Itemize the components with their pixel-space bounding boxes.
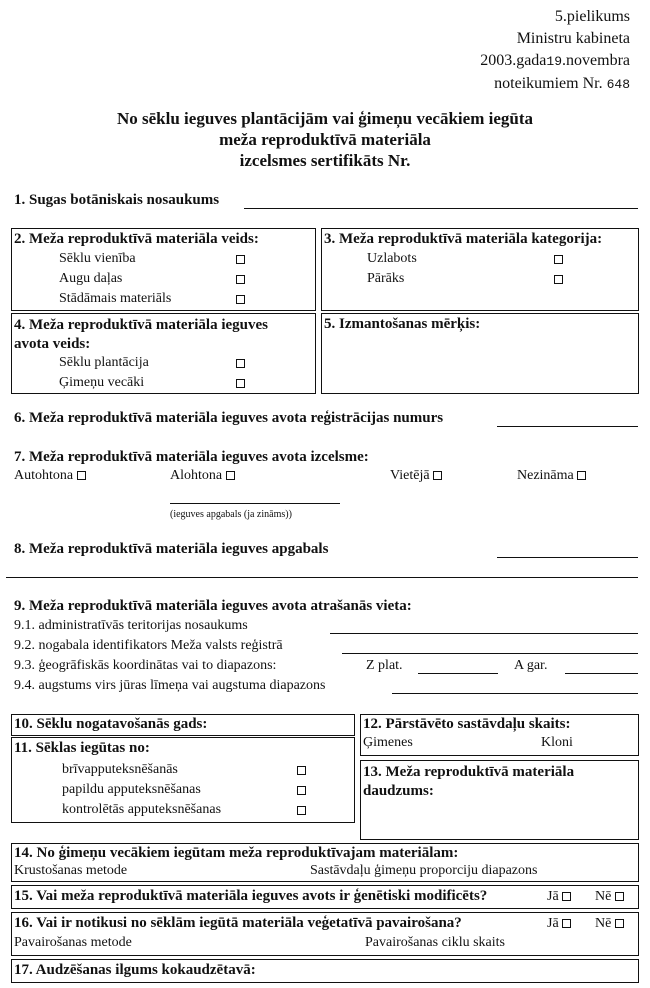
s13-box[interactable] bbox=[360, 760, 639, 840]
s8-label: 8. Meža reproduktīvā materiāla ieguves apgabals bbox=[14, 541, 329, 557]
annex-header bbox=[480, 6, 630, 96]
s9-l4: 9.4. augstums virs jūras līmeņa vai augstuma diapazons bbox=[14, 678, 326, 693]
s4-title: 4. Meža reproduktīvā materiāla ieguves avota veids: bbox=[14, 317, 268, 352]
s9-l3: 9.3. ģeogrāfiskās koordinātas vai to diapazons: bbox=[14, 658, 277, 673]
s8-field[interactable] bbox=[497, 557, 638, 558]
s6-label: 6. Meža reproduktīvā materiāla ieguves avota reģistrācijas numurs bbox=[14, 410, 444, 426]
s9-title: 9. Meža reproduktīvā materiāla ieguves avota atrašanās vieta: bbox=[14, 598, 412, 614]
s9-l4-field[interactable] bbox=[392, 693, 638, 694]
s7-region-field[interactable] bbox=[170, 503, 340, 504]
s4-item: Sēklu plantācija bbox=[59, 355, 149, 370]
s10-title: 10. Sēklu nogatavošanās gads: bbox=[14, 716, 208, 732]
header-line3: 2003.gada19.novembra bbox=[480, 52, 630, 69]
s2-box bbox=[11, 228, 316, 311]
s11-box bbox=[11, 737, 355, 823]
checkbox[interactable] bbox=[297, 786, 306, 795]
s17-box[interactable] bbox=[11, 959, 639, 983]
s11-item: kontrolētās apputeksnēšanas bbox=[62, 802, 222, 817]
header-line4: noteikumiem Nr. 648 bbox=[494, 75, 630, 92]
s9-l1: 9.1. administratīvās teritorijas nosaukums bbox=[14, 618, 248, 633]
s9-lat: Z plat. bbox=[366, 658, 403, 673]
s8-full-line[interactable] bbox=[6, 577, 638, 578]
checkbox bbox=[577, 471, 586, 480]
s2-item: Augu daļas bbox=[59, 271, 123, 286]
s4-item: Ģimeņu vecāki bbox=[59, 375, 145, 390]
checkbox[interactable] bbox=[236, 295, 245, 304]
s16-title: 16. Vai ir notikusi no sēklām iegūtā materiāla veģetatīvā pavairošana? bbox=[14, 915, 462, 931]
s9-l2-field[interactable] bbox=[342, 653, 638, 654]
s15-yes[interactable]: Jā bbox=[547, 889, 571, 905]
s9-l1-field[interactable] bbox=[330, 633, 638, 634]
s12-families: Ģimenes bbox=[363, 735, 413, 750]
s15-box bbox=[11, 885, 639, 909]
checkbox bbox=[562, 919, 571, 928]
s16-method: Pavairošanas metode bbox=[14, 935, 132, 950]
checkbox bbox=[615, 919, 624, 928]
opt-autohtona[interactable]: Autohtona bbox=[14, 468, 86, 484]
header-line1: 5.pielikums bbox=[554, 8, 630, 25]
s12-title: 12. Pārstāvēto sastāvdaļu skaits: bbox=[363, 716, 571, 732]
checkbox bbox=[433, 471, 442, 480]
s2-item: Stādāmais materiāls bbox=[59, 291, 172, 306]
s15-no[interactable]: Nē bbox=[595, 889, 624, 905]
s9-lon: A gar. bbox=[514, 658, 548, 673]
s7-sub: (ieguves apgabals (ja zināms)) bbox=[170, 509, 292, 520]
s6-field[interactable] bbox=[497, 426, 638, 427]
s3-title: 3. Meža reproduktīvā materiāla kategorija: bbox=[324, 231, 603, 247]
checkbox[interactable] bbox=[554, 275, 563, 284]
checkbox bbox=[615, 892, 624, 901]
s14-box bbox=[11, 843, 639, 882]
checkbox[interactable] bbox=[236, 359, 245, 368]
s1-field[interactable] bbox=[244, 208, 638, 209]
s10-box[interactable] bbox=[11, 714, 355, 736]
s14-title: 14. No ģimeņu vecākiem iegūtam meža reproduktīvajam materiālam: bbox=[14, 845, 459, 861]
s2-item: Sēklu vienība bbox=[59, 251, 136, 266]
page-title: No sēklu ieguves plantācijām vai ģimeņu vecākiem iegūta meža reproduktīvā materiāla izcelsmes sertifikāts Nr. bbox=[116, 109, 533, 170]
opt-vieteja[interactable]: Vietējā bbox=[390, 468, 442, 484]
opt-nezinama[interactable]: Nezināma bbox=[517, 468, 586, 484]
s9-lon-field[interactable] bbox=[565, 673, 638, 674]
s12-box bbox=[360, 714, 639, 756]
s3-box bbox=[321, 228, 639, 311]
s11-item: papildu apputeksnēšanas bbox=[62, 782, 201, 797]
opt-alohtona[interactable]: Alohtona bbox=[170, 468, 235, 484]
checkbox bbox=[226, 471, 235, 480]
s4-box bbox=[11, 313, 316, 394]
s16-no[interactable]: Nē bbox=[595, 916, 624, 932]
s12-clones: Kloni bbox=[541, 735, 573, 750]
checkbox[interactable] bbox=[236, 379, 245, 388]
s5-box[interactable] bbox=[321, 313, 639, 394]
header-line2: Ministru kabineta bbox=[516, 30, 630, 47]
checkbox[interactable] bbox=[297, 766, 306, 775]
s9-lat-field[interactable] bbox=[418, 673, 498, 674]
s9-l2: 9.2. nogabala identifikators Meža valsts reģistrā bbox=[14, 638, 283, 653]
s16-cycles: Pavairošanas ciklu skaits bbox=[365, 935, 505, 950]
checkbox[interactable] bbox=[236, 275, 245, 284]
checkbox bbox=[562, 892, 571, 901]
checkbox[interactable] bbox=[297, 806, 306, 815]
s17-title: 17. Audzēšanas ilgums kokaudzētavā: bbox=[14, 962, 256, 978]
s3-item: Uzlabots bbox=[367, 251, 417, 266]
s5-title: 5. Izmantošanas mērķis: bbox=[324, 316, 481, 332]
s3-item: Pārāks bbox=[367, 271, 405, 286]
s14-range: Sastāvdaļu ģimeņu proporciju diapazons bbox=[310, 863, 538, 878]
s16-box bbox=[11, 912, 639, 956]
s11-title: 11. Sēklas iegūtas no: bbox=[14, 740, 150, 756]
s1-label: 1. Sugas botāniskais nosaukums bbox=[14, 192, 220, 208]
s15-title: 15. Vai meža reproduktīvā materiāla ieguves avots ir ģenētiski modificēts? bbox=[14, 888, 488, 904]
checkbox[interactable] bbox=[236, 255, 245, 264]
s13-title: 13. Meža reproduktīvā materiāla daudzums: bbox=[363, 764, 575, 799]
s14-crossing: Krustošanas metode bbox=[14, 863, 128, 878]
s11-item: brīvapputeksnēšanās bbox=[62, 762, 178, 777]
checkbox[interactable] bbox=[554, 255, 563, 264]
checkbox bbox=[77, 471, 86, 480]
s7-title: 7. Meža reproduktīvā materiāla ieguves avota izcelsme: bbox=[14, 449, 369, 465]
s2-title: 2. Meža reproduktīvā materiāla veids: bbox=[14, 231, 259, 247]
s16-yes[interactable]: Jā bbox=[547, 916, 571, 932]
